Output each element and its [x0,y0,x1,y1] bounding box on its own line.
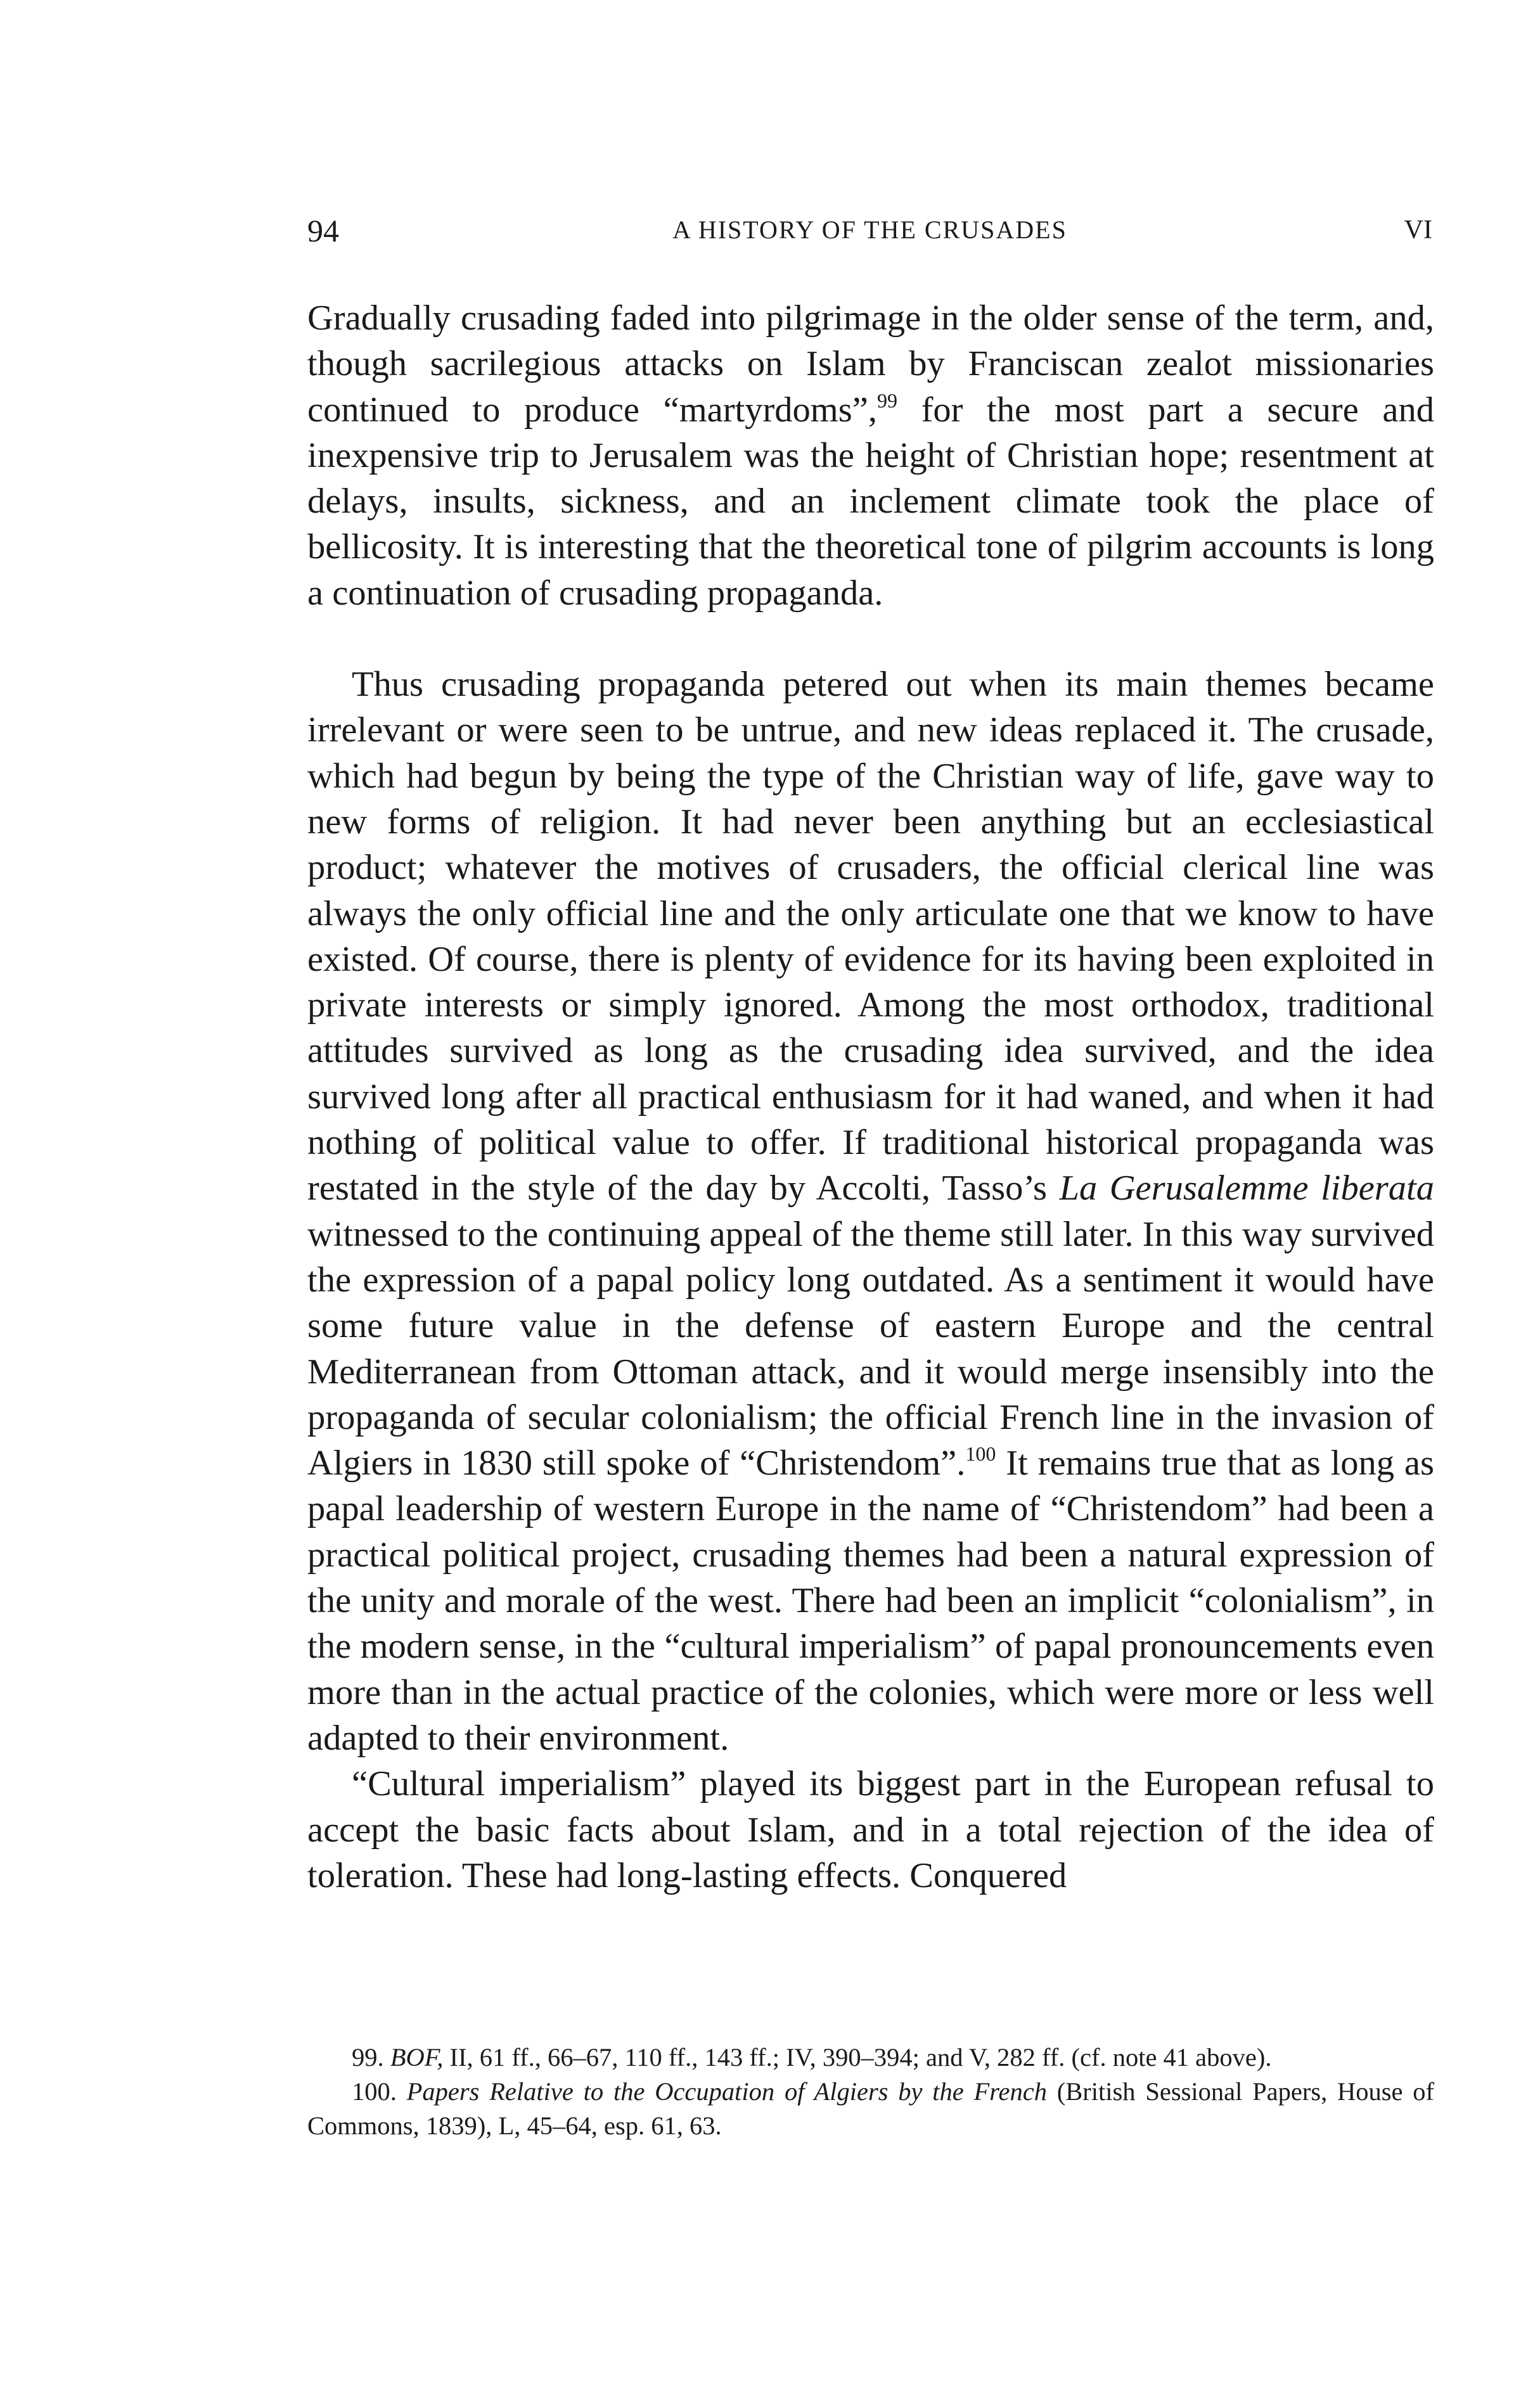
paragraph-text: Gradually crusading faded into pilgrimage in the older sense of the term, and, though sacrilegious attacks on Islam by Franciscan zealot missionaries continued to produce “martyrdoms”, [307,298,1434,430]
paragraph-text: “Cultural imperialism” played its biggest part in the European refusal to accept the basic facts about Islam, and in a total rejection of the idea of toleration. These had long-lasting effects. Conquered [307,1764,1434,1895]
footnote-number: 100. [352,2077,407,2106]
paragraph-pilgrimage [307,295,1434,616]
footnote-100 [307,2075,1434,2143]
footnote-text: (British Sessional Papers, House of Commons, 1839), L, 45–64, esp. 61, 63. [307,2077,1435,2140]
paragraph-text: for the most part a secure and inexpensive trip to Jerusalem was the height of Christian hope; resentment at delays, insults, sickness, and an inclement climate took the place of bellicosity. It is interesting that the theoretical tone of pilgrim accounts is long a continuation of crusading propaganda. [307,390,1434,613]
italic-title: La Gerusalemme liberata [1059,1169,1434,1208]
footnote-text: II, 61 ff., 66–67, 110 ff., 143 ff.; IV, 390–394; and V, 282 ff. (cf. note 41 above). [443,2043,1272,2072]
paragraph-text: witnessed to the continuing appeal of the theme still later. In this way survived the expression of a papal policy long outdated. As a sentiment it would have some future value in the defense of eastern Europe and the central Mediterranean from Ottoman attack, and it would merge insensibly into the propaganda of secular colonialism; the official French line in the invasion of Algiers in 1830 still spoke of “Christendom”. [307,1214,1434,1483]
footnote-99 [307,2040,1434,2075]
footnote-work: BOF, [390,2043,444,2072]
main-text [307,295,1434,1899]
paragraph-text: It remains true that as long as papal leadership of western Europe in the name of “Christendom” had been a practical political project, crusading themes had been a natural expression of the unity and morale of the west. There had been an implicit “colonialism”, in the modern sense, in the “cultural imperialism” of papal pronouncements even more than in the actual practice of the colonies, which were more or less well adapted to their environment. [307,1444,1434,1758]
paragraph-text: Thus crusading propaganda petered out when its main themes became irrelevant or were seen to be untrue, and new ideas replaced it. The crusade, which had begun by being the type of the Christian way of life, gave way to new forms of religion. It had never been anything but an ecclesiastical product; whatever the motives of crusaders, the official clerical line was always the only official line and the only articulate one that we know to have existed. Of course, there is plenty of evidence for its having been exploited in private interests or simply ignored. Among the most orthodox, traditional attitudes survived as long as the crusading idea survived, and the idea survived long after all practical enthusiasm for it had waned, and when it had nothing of political value to offer. If traditional historical propaganda was restated in the style of the day by Accolti, Tasso’s [307,665,1434,1208]
footnote-work: Papers Relative to the Occupation of Algiers by the French [406,2077,1047,2106]
footnote-number: 99. [352,2043,390,2072]
footnotes [307,2040,1434,2143]
page-number: 94 [307,213,339,248]
chapter-number: VI [1404,215,1432,245]
running-header [307,212,1432,250]
paragraph-cultural-imperialism [307,1761,1434,1899]
running-title: A HISTORY OF THE CRUSADES [672,215,1067,244]
paragraph-propaganda [307,662,1434,1761]
footnote-ref-100: 100 [965,1442,996,1466]
footnote-ref-99: 99 [876,388,897,412]
